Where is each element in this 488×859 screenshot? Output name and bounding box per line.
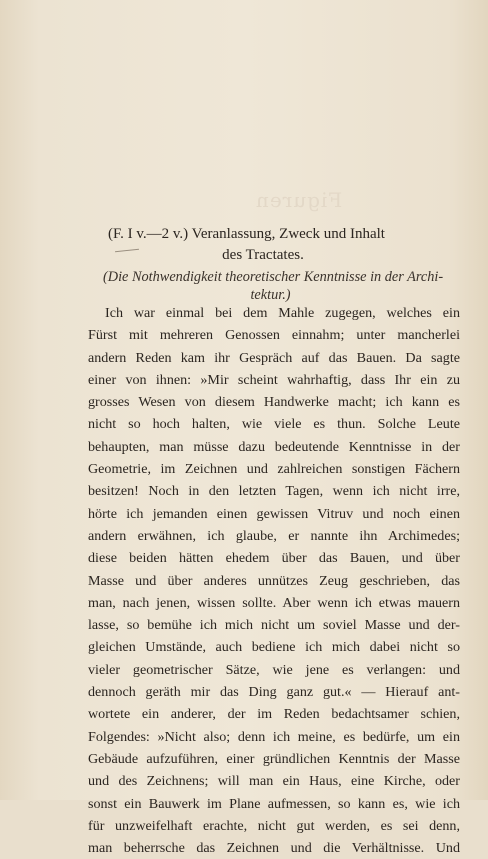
show-through-ghost-text: Figuren [255, 188, 343, 212]
section-heading [108, 224, 438, 266]
body-paragraph [88, 302, 460, 859]
text-line: man, nach jenen, wissen sollte. Aber wenn ich etwas mauern [88, 594, 460, 611]
subtitle-line1: (Die Nothwendigkeit theoretischer Kenntnisse in der Archi- [103, 269, 444, 285]
text-line: behaupten, man müsse dazu bedeutende Kenntnisse in der [88, 438, 460, 455]
heading-title-line1: Veranlassung, Zweck und Inhalt [191, 226, 385, 242]
text-line: sonst ein Bauwerk im Plane aufmessen, so kann es, wie ich [88, 795, 460, 812]
text-line: und des Zeichnens; will man ein Haus, eine Kirche, oder [88, 773, 460, 790]
text-line: gleichen Umstände, auch bediene ich mich dabei nicht so [88, 639, 460, 656]
text-line: dennoch geräth mir das Ding ganz gut.« — Hierauf ant- [88, 684, 460, 701]
subtitle-line2: tektur.) [250, 287, 291, 303]
text-line: vieler geometrischer Sätze, wie jene es verlangen: und [88, 661, 460, 678]
text-line: andern Reden kam ihr Gespräch auf das Bauen. Da sagte [88, 349, 460, 366]
text-line: andern erwähnen, ich glaube, er nannte ihn Archimedes; [88, 527, 460, 544]
text-line: besitzen! Noch in den letzten Tagen, wenn ich nicht irre, [88, 483, 460, 500]
text-line: für unzweifelhaft erachte, nicht gut werden, es sei denn, [88, 817, 460, 834]
text-line: grosses Wesen von diesem Handwerke macht; ich kann es [88, 394, 460, 411]
text-line: wortete ein anderer, der im Reden bedachtsamer schien, [88, 706, 460, 723]
text-line: Ich war einmal bei dem Mahle zugegen, welches ein [105, 305, 460, 321]
text-line: Geometrie, im Zeichnen und zahlreichen sonstigen Fächern [88, 461, 460, 478]
text-line: nicht so hoch halten, wie viele es thun. Solche Leute [88, 416, 460, 433]
text-line: lasse, so bemühe ich mich nicht um soviel Masse und der- [88, 617, 460, 634]
text-line: Masse und über anderes unnützes Zeug geschrieben, das [88, 572, 460, 589]
text-line: man beherrsche das Zeichnen und die Verhältnisse. Und [88, 840, 460, 857]
text-line: Gebäude aufzuführen, einer gründlichen Kenntnis der Masse [88, 750, 460, 767]
text-line: hörte ich jemanden einen gewissen Vitruv und noch einen [88, 505, 460, 522]
text-line: Folgendes: »Nicht also; denn ich meine, es bedürfe, um ein [88, 728, 460, 745]
text-line: diese beiden hätten ehedem über das Bauen, und über [88, 550, 460, 567]
folio-reference: (F. I v.—2 v.) [108, 226, 189, 242]
heading-title-line2: des Tractates. [222, 247, 304, 263]
text-line: einer von ihnen: »Mir scheint wahrhaftig, dass Ihr ein zu [88, 371, 460, 388]
text-line: Fürst mit mehreren Genossen einnahm; unter mancherlei [88, 327, 460, 344]
section-subtitle [103, 268, 448, 304]
